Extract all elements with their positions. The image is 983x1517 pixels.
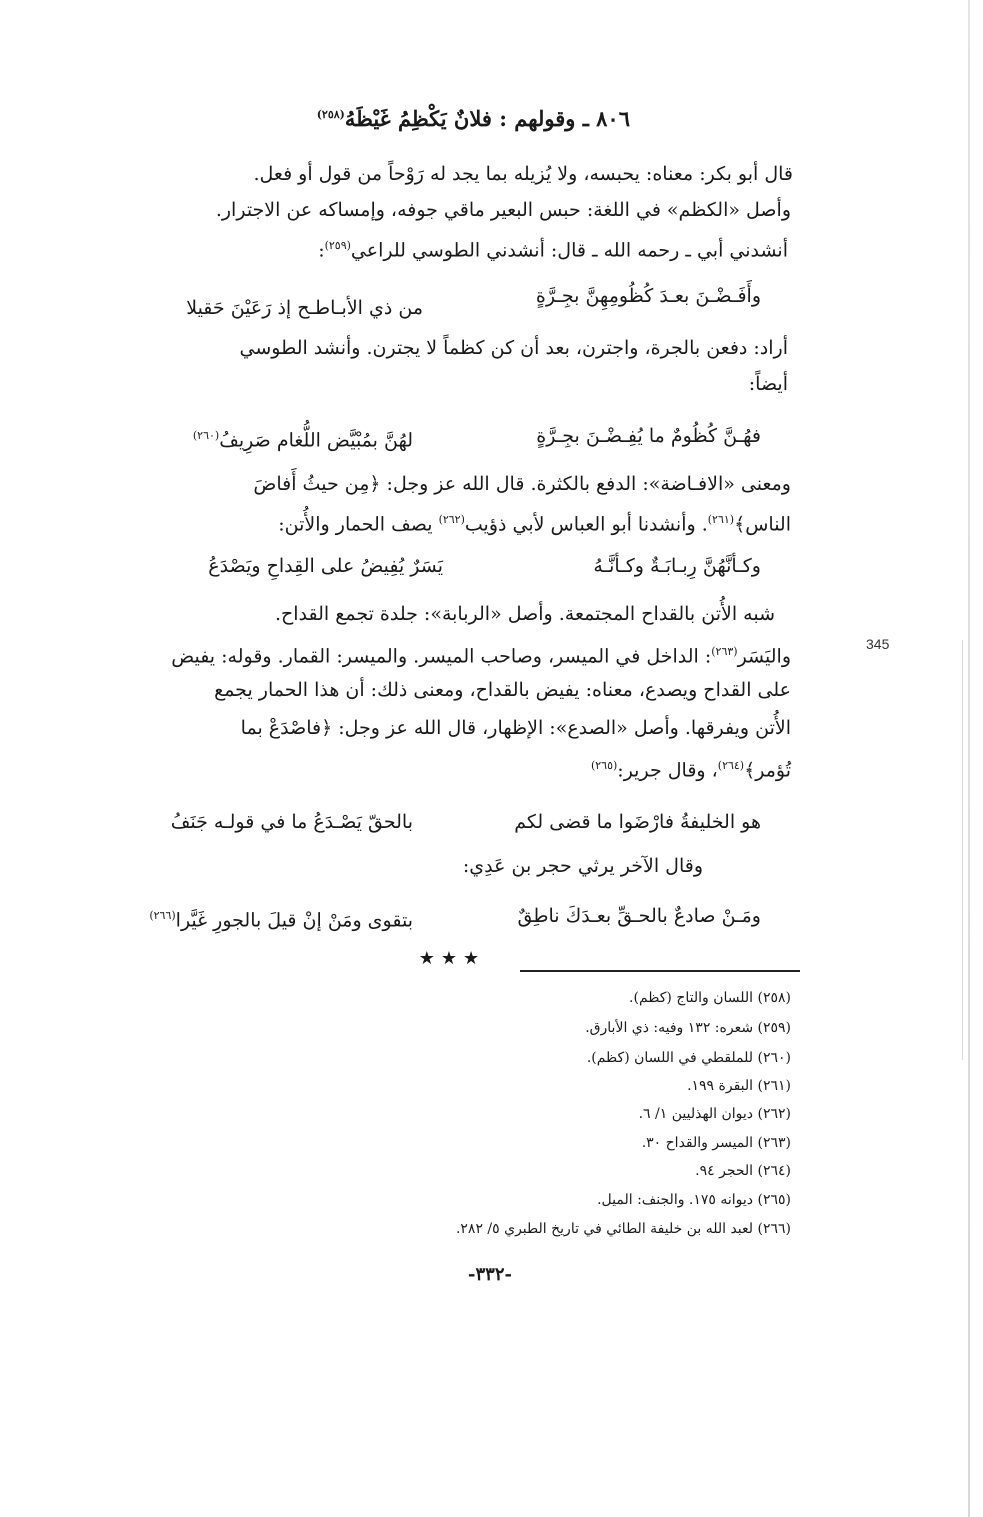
paragraph-line: تُؤمر﴾$^{(٢٦٤)}$، وقال جرير:$^{(٢٦٥)}$ (590, 759, 791, 782)
paragraph-line: على القداح ويصدع، معناه: يفيض بالقداح، ومعنى ذلك: أن هذا الحمار يجمع (214, 679, 791, 701)
margin-page-number: 345 (866, 636, 890, 652)
verse-hemistich-first: ومَـنْ صادعٌ بالحـقِّ بعـدَكَ ناطِقٌ (517, 905, 761, 927)
verse-hemistich-first: هو الخليفةُ فارْضَوا ما قضى لكم (514, 811, 761, 833)
footnote: (٢٦٠) للملقطي في اللسان (كظم). (586, 1050, 791, 1066)
verse-hemistich-first: وأَفَـضْـنَ بعـدَ كُظُومِهِنَّ بجِـرَّةٍ (535, 285, 761, 307)
footnote-separator (520, 970, 800, 972)
paragraph-line: وأصل «الكظم» في اللغة: حبس البعير ماقي جوفه، وإمساكه عن الاجترار. (215, 199, 791, 221)
scan-edge-line-inner (962, 640, 963, 1060)
paragraph-line: أيضاً: (748, 373, 788, 395)
footnote: (٢٥٨) اللسان والتاج (كظم). (629, 990, 791, 1006)
verse-hemistich-second: يَسَرٌ يُفِيضُ على القِداحِ ويَصْدَعُ (208, 555, 443, 577)
paragraph-line: الأُتن ويفرقها. وأصل «الصدع»: الإظهار، قال الله عز وجل: ﴿فاصْدَعْ بما (240, 717, 791, 739)
verse-hemistich-second: لهُنَّ بمُبْيَّض اللُّغام صَرِيفُ$^{(٢٦٠)}$ (192, 429, 413, 452)
verse-hemistich-second: بتقوى ومَنْ إنْ قيلَ بالجورِ غَيَّرا$^{(٢٦٦)}$ (149, 909, 413, 932)
paragraph-line: شبه الأُتن بالقداح المجتمعة. وأصل «الربابة»: جلدة تجمع القداح. (274, 603, 775, 625)
verse-hemistich-first: وكـأنَّهُنَّ رِبـابَـةٌ وكـأنَّـهُ (593, 555, 761, 577)
paragraph-line: وقال الآخر يرثي حجر بن عَدِي: (462, 855, 703, 877)
footnote: (٢٦٦) لعبد الله بن خليفة الطائي في تاريخ الطبري ٥/ ٢٨٢. (455, 1221, 791, 1237)
verse-hemistich-second: من ذي الأبـاطـح إذ رَعَيْنَ حَقيلا (186, 297, 423, 319)
footnote: (٢٦٤) الحجر ٩٤. (695, 1163, 791, 1179)
verse-hemistich-second: بالحقّ يَصْـدَعُ ما في قولـه جَنَفُ (170, 811, 413, 833)
paragraph-line: الناس﴾$^{(٢٦١)}$. وأنشدنا أبو العباس لأبي ذؤيب$^{(٢٦٢)}$ يصف الحمار والأُتن: (278, 513, 791, 536)
footnote: (٢٥٩) شعره: ١٣٢ وفيه: ذي الأبارق. (585, 1020, 791, 1036)
scan-edge-line (968, 0, 970, 1517)
paragraph-line: واليَسَر$^{(٢٦٣)}$: الداخل في الميسر، وصاحب الميسر. والميسر: القمار. وقوله: يفيض (171, 645, 791, 668)
page-number: -٣٣٢- (468, 1264, 512, 1285)
footnote: (٢٦٥) ديوانه ١٧٥. والجنف: الميل. (597, 1192, 791, 1208)
paragraph-line: أراد: دفعن بالجرة، واجترن، بعد أن كن كظماً لا يجترن. وأنشد الطوسي (239, 337, 788, 359)
footnote: (٢٦٣) الميسر والقداح ٣٠. (641, 1135, 791, 1151)
footnote: (٢٦١) البقرة ١٩٩. (687, 1078, 791, 1094)
verse-hemistich-first: فهُـنَّ كُظُومٌ ما يُفِـضْـنَ بجِـرَّةٍ (536, 425, 761, 447)
paragraph-line: أنشدني أبي ـ رحمه الله ـ قال: أنشدني الطوسي للراعي$^{(٢٥٩)}$: (318, 239, 788, 262)
footnote: (٢٦٢) ديوان الهذليين ١/ ٦. (638, 1106, 791, 1122)
paragraph-line: قال أبو بكر: معناه: يحبسه، ولا يُزيله بما يجد له رَوْحاً من قول أو فعل. (253, 163, 793, 185)
entry-heading: ٨٠٦ ـ وقولهم : فلانٌ يَكْظِمُ غَيْظَهُ$^{(٢٥٨)}$ (316, 106, 630, 131)
paragraph-line: ومعنى «الافـاضة»: الدفع بالكثرة. قال الله عز وجل: ﴿مِن حيثُ أَفاضَ (253, 473, 791, 495)
section-separator-stars: ★★★ (418, 948, 486, 969)
